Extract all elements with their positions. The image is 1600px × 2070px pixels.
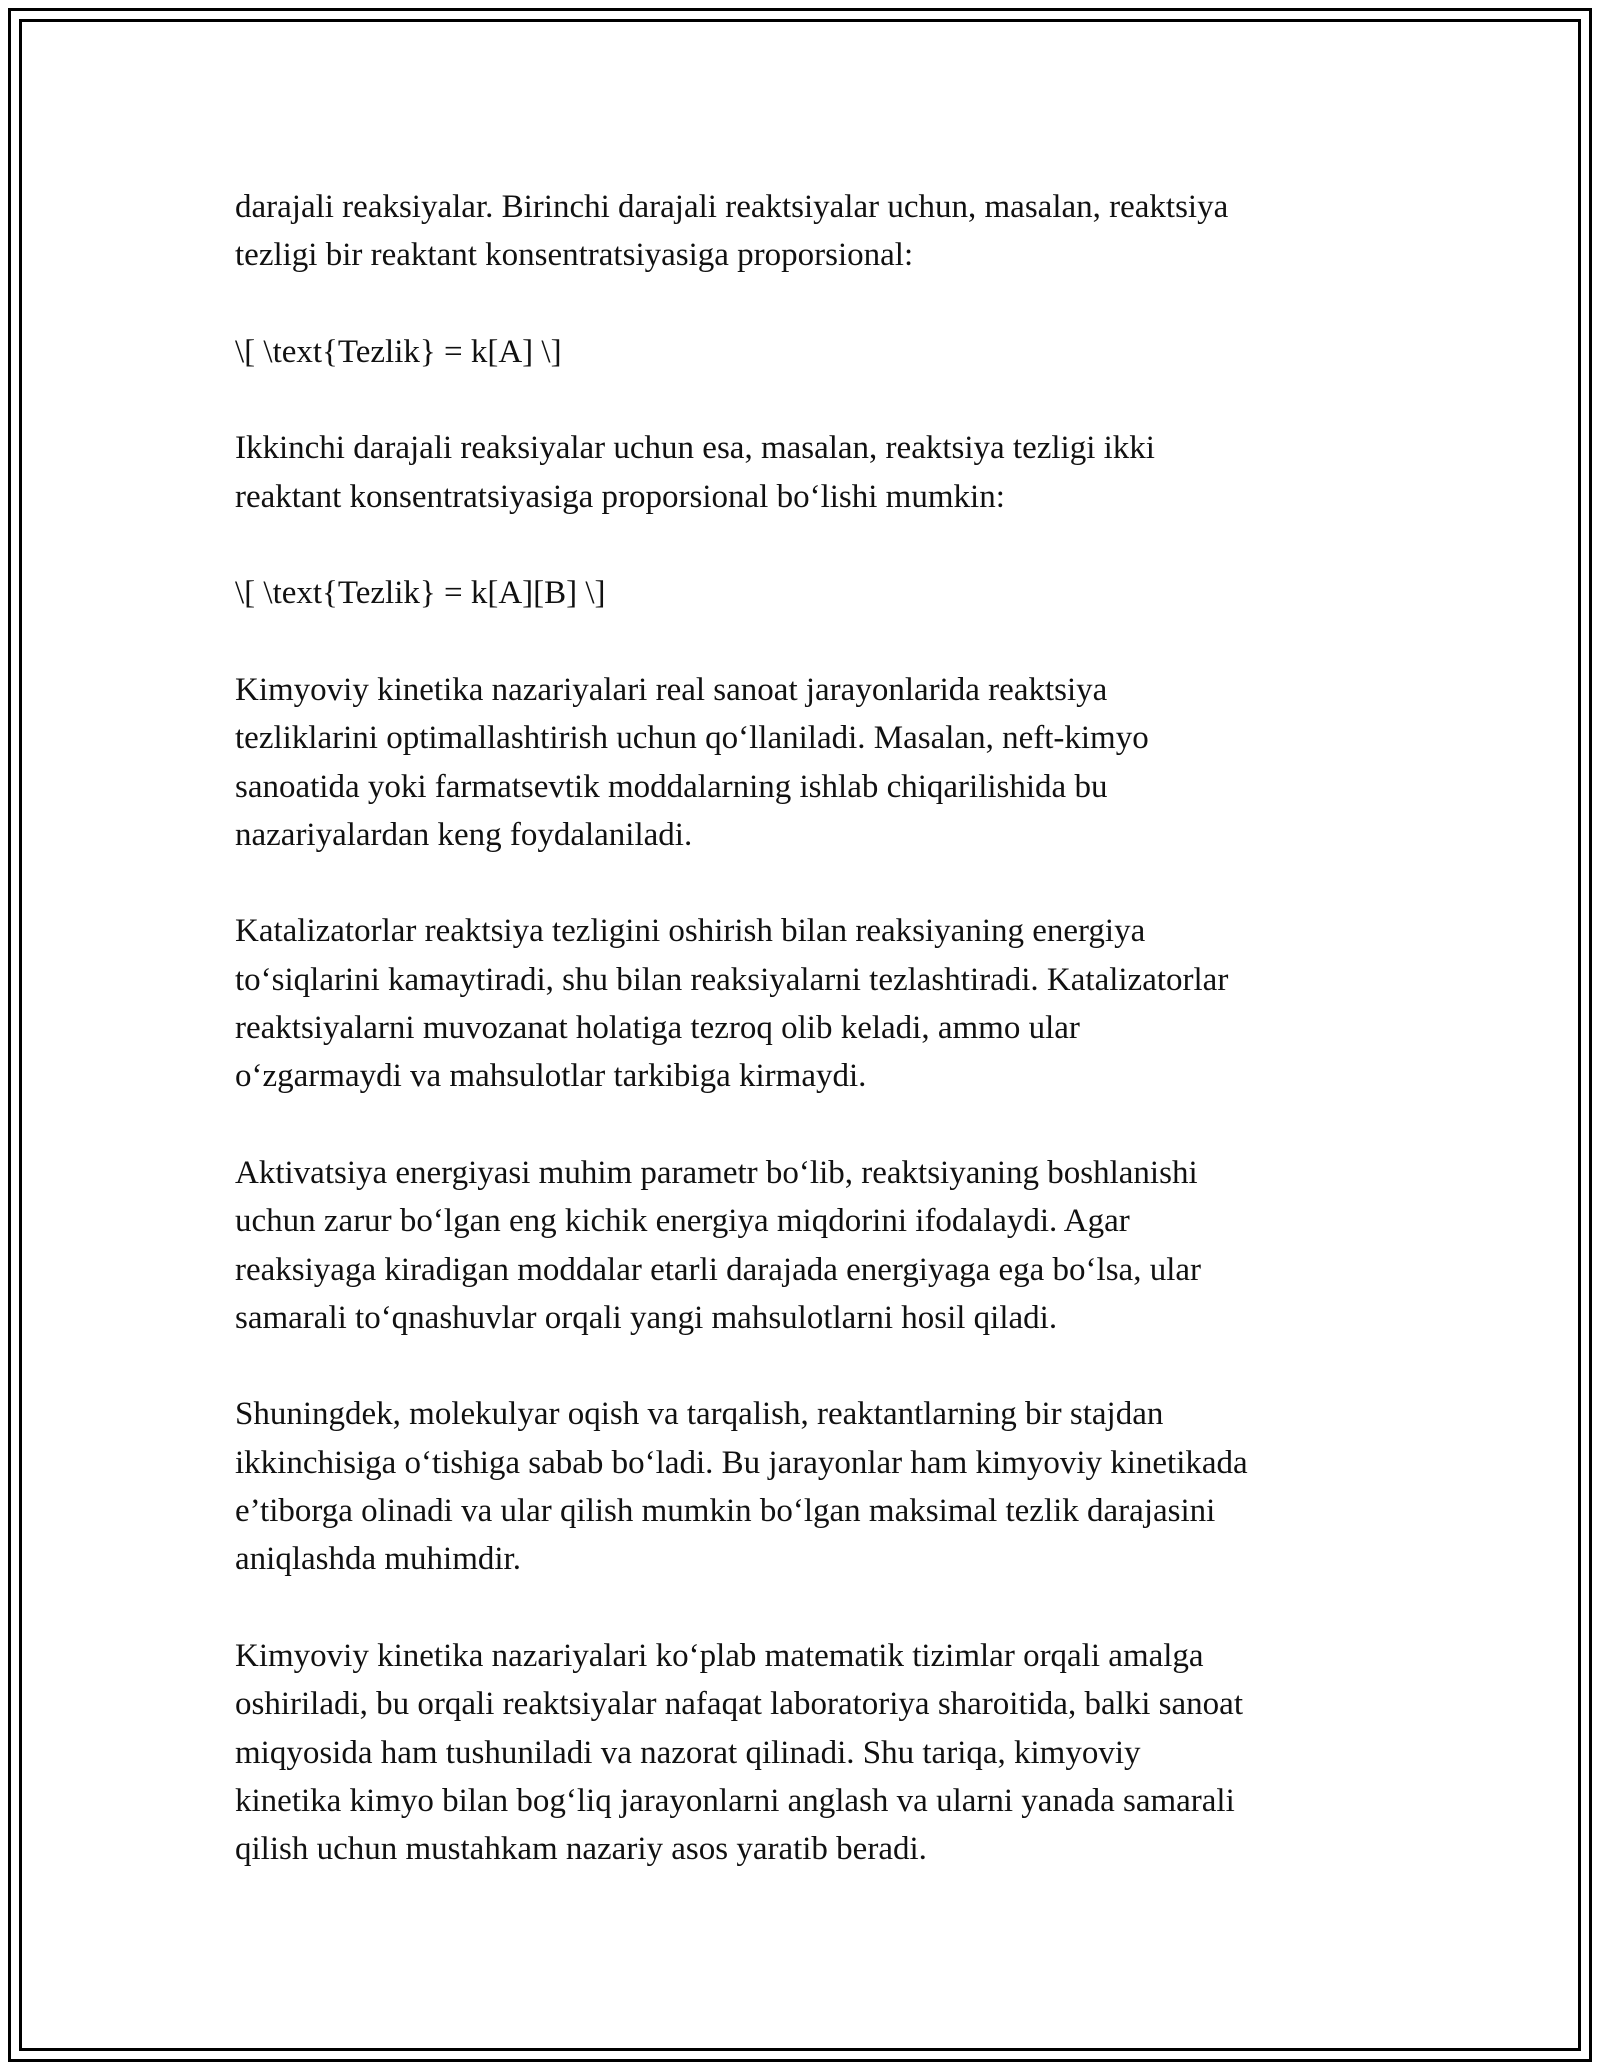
paragraph-industrial-applications: Kimyoviy kinetika nazariyalari real sanoat jarayonlarida reaktsiya tezliklarini optimallashtirish uchun qo‘llaniladi. Masalan, neft-kimyo sanoatida yoki farmatsevtik moddalarning ishlab chiqarilishida bu nazariyalardan keng foydalaniladi. xyxy=(235,671,1149,853)
formula-second-order-rate: \[ \text{Tezlik} = k[A][B] \] xyxy=(235,575,606,612)
paragraph-second-order: Ikkinchi darajali reaksiyalar uchun esa, masalan, reaktsiya tezligi ikki reaktant konsentratsiyasiga proporsional bo‘lishi mumkin: xyxy=(235,430,1155,515)
paragraph-conclusion: Kimyoviy kinetika nazariyalari ko‘plab matematik tizimlar orqali amalga oshiriladi, bu orqali reaktsiyalar nafaqat laboratoriya sharoitida, balki sanoat miqyosida ham tushuniladi va nazorat qilinadi. Shu tariqa, kimyoviy kinetika kimyo bilan bog‘liq jarayonlarni anglash va ularni yanada samarali qilish uchun mustahkam nazariy asos yaratib beradi. xyxy=(235,1637,1243,1868)
paragraph-reaction-orders: darajali reaksiyalar. Birinchi darajali reaktsiyalar uchun, masalan, reaktsiya tezligi bir reaktant konsentratsiyasiga proporsional: xyxy=(235,189,1229,274)
formula-first-order-rate: \[ \text{Tezlik} = k[A] \] xyxy=(235,333,562,370)
paragraph-molecular-diffusion: Shuningdek, molekulyar oqish va tarqalish, reaktantlarning bir stajdan ikkinchisiga o‘tishiga sabab bo‘ladi. Bu jarayonlar ham kimyoviy kinetikada e’tiborga olinadi va ular qilish mumkin bo‘lgan maksimal tezlik darajasini aniqlashda muhimdir. xyxy=(235,1396,1248,1578)
paragraph-catalysts: Katalizatorlar reaktsiya tezligini oshirish bilan reaksiyaning energiya to‘siqlarini kamaytiradi, shu bilan reaksiyalarni tezlashtiradi. Katalizatorlar reaktsiyalarni muvozanat holatiga tezroq olib keladi, ammo ular o‘zgarmaydi va mahsulotlar tarkibiga kirmaydi. xyxy=(235,913,1229,1095)
paragraph-activation-energy: Aktivatsiya energiyasi muhim parametr bo‘lib, reaktsiyaning boshlanishi uchun zarur bo‘lgan eng kichik energiya miqdorini ifodalaydi. Agar reaksiyaga kiradigan moddalar etarli darajada energiyaga ega bo‘lsa, ular samarali to‘qnashuvlar orqali yangi mahsulotlarni hosil qiladi. xyxy=(235,1154,1202,1336)
document-body xyxy=(235,183,1375,1873)
